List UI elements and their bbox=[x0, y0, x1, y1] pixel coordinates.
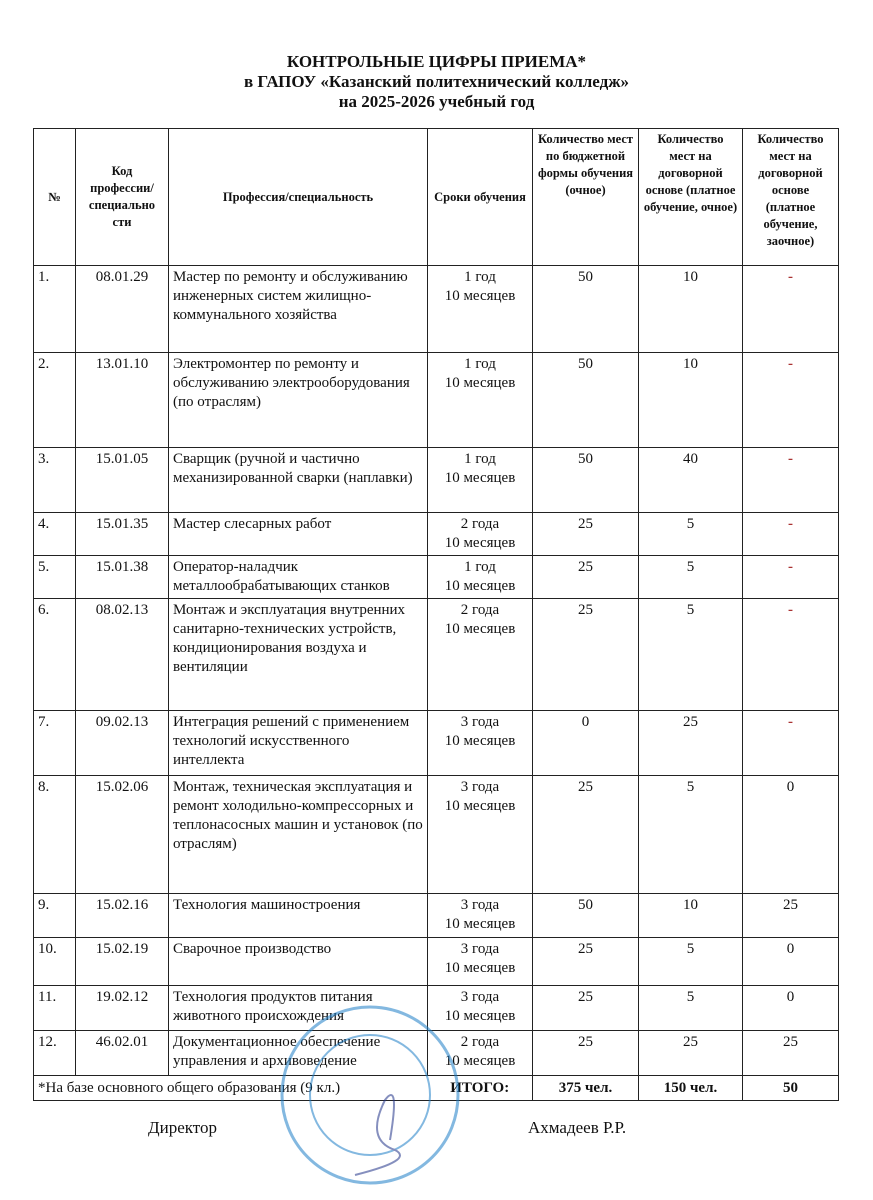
header-cell: Профессия/специальность bbox=[169, 129, 428, 266]
specialty-name: Технология продуктов питания животного происхождения bbox=[169, 986, 428, 1031]
specialty-name: Мастер слесарных работ bbox=[169, 513, 428, 556]
budget-places: 50 bbox=[533, 266, 639, 353]
specialty-code: 15.01.35 bbox=[76, 513, 169, 556]
study-term bbox=[428, 266, 533, 353]
paid-full-time-places: 5 bbox=[639, 776, 743, 894]
budget-places: 25 bbox=[533, 776, 639, 894]
budget-places: 25 bbox=[533, 986, 639, 1031]
study-term bbox=[428, 556, 533, 599]
signatory-position: Директор bbox=[148, 1118, 217, 1137]
row-number: 10. bbox=[34, 938, 76, 986]
specialty-name: Монтаж, техническая эксплуатация и ремонт холодильно-компрессорных и теплонасосных машин и установок (по отраслям) bbox=[169, 776, 428, 894]
specialty-name: Мастер по ремонту и обслуживанию инженерных систем жилищно-коммунального хозяйства bbox=[169, 266, 428, 353]
total-budget: 375 чел. bbox=[533, 1076, 639, 1101]
table-row bbox=[34, 513, 839, 556]
budget-places: 25 bbox=[533, 556, 639, 599]
study-term bbox=[428, 776, 533, 894]
paid-full-time-places: 5 bbox=[639, 556, 743, 599]
row-number: 1. bbox=[34, 266, 76, 353]
signature-scribble bbox=[355, 1095, 400, 1175]
table-row bbox=[34, 448, 839, 513]
specialty-code: 15.02.19 bbox=[76, 938, 169, 986]
row-number: 5. bbox=[34, 556, 76, 599]
specialty-name: Оператор-наладчик металлообрабатывающих станков bbox=[169, 556, 428, 599]
specialty-code: 46.02.01 bbox=[76, 1031, 169, 1076]
table-header-row bbox=[34, 129, 839, 266]
study-term bbox=[428, 448, 533, 513]
row-number: 6. bbox=[34, 599, 76, 711]
header-cell: Количество мест на договорной основе (платное обучение, очное) bbox=[639, 129, 743, 266]
specialty-name: Электромонтер по ремонту и обслуживанию электрооборудования (по отраслям) bbox=[169, 353, 428, 448]
study-term bbox=[428, 513, 533, 556]
table-row bbox=[34, 894, 839, 938]
study-term bbox=[428, 938, 533, 986]
paid-full-time-places: 10 bbox=[639, 894, 743, 938]
budget-places: 25 bbox=[533, 599, 639, 711]
study-term-years: 3 года bbox=[460, 989, 500, 1005]
table-row bbox=[34, 266, 839, 353]
specialty-code: 15.02.16 bbox=[76, 894, 169, 938]
row-number: 11. bbox=[34, 986, 76, 1031]
header-cell: Код профессии/ специально сти bbox=[76, 129, 169, 266]
document-year: на 2025-2026 учебный год bbox=[338, 92, 535, 111]
paid-part-time-places: 0 bbox=[743, 986, 839, 1031]
table-row bbox=[34, 556, 839, 599]
admission-table bbox=[33, 128, 839, 1101]
paid-full-time-places: 10 bbox=[639, 266, 743, 353]
table-row bbox=[34, 711, 839, 776]
study-term-years: 1 год bbox=[464, 269, 496, 285]
study-term-months: 10 месяцев bbox=[444, 1053, 516, 1069]
specialty-code: 09.02.13 bbox=[76, 711, 169, 776]
paid-part-time-places: - bbox=[743, 266, 839, 353]
paid-part-time-places: 0 bbox=[743, 938, 839, 986]
budget-places: 25 bbox=[533, 938, 639, 986]
paid-part-time-places: - bbox=[743, 556, 839, 599]
specialty-code: 13.01.10 bbox=[76, 353, 169, 448]
paid-full-time-places: 40 bbox=[639, 448, 743, 513]
specialty-code: 15.01.05 bbox=[76, 448, 169, 513]
budget-places: 25 bbox=[533, 1031, 639, 1076]
document-title: КОНТРОЛЬНЫЕ ЦИФРЫ ПРИЕМА* bbox=[286, 52, 587, 71]
paid-part-time-places: - bbox=[743, 711, 839, 776]
table-row bbox=[34, 938, 839, 986]
study-term-years: 1 год bbox=[464, 451, 496, 467]
study-term-years: 2 года bbox=[460, 1034, 500, 1050]
study-term-months: 10 месяцев bbox=[444, 578, 516, 594]
table-row bbox=[34, 776, 839, 894]
study-term-months: 10 месяцев bbox=[444, 288, 516, 304]
paid-part-time-places: - bbox=[743, 448, 839, 513]
row-number: 4. bbox=[34, 513, 76, 556]
study-term bbox=[428, 599, 533, 711]
specialty-name: Технология машиностроения bbox=[169, 894, 428, 938]
study-term-years: 1 год bbox=[464, 559, 496, 575]
specialty-code: 08.01.29 bbox=[76, 266, 169, 353]
paid-full-time-places: 5 bbox=[639, 986, 743, 1031]
budget-places: 50 bbox=[533, 353, 639, 448]
specialty-code: 15.01.38 bbox=[76, 556, 169, 599]
table-row bbox=[34, 353, 839, 448]
specialty-name: Интеграция решений с применением технологий искусственного интеллекта bbox=[169, 711, 428, 776]
study-term-years: 2 года bbox=[460, 602, 500, 618]
budget-places: 25 bbox=[533, 513, 639, 556]
specialty-code: 15.02.06 bbox=[76, 776, 169, 894]
paid-part-time-places: 0 bbox=[743, 776, 839, 894]
total-paid-part: 50 bbox=[743, 1076, 839, 1101]
row-number: 12. bbox=[34, 1031, 76, 1076]
study-term-months: 10 месяцев bbox=[444, 916, 516, 932]
study-term-months: 10 месяцев bbox=[444, 470, 516, 486]
row-number: 8. bbox=[34, 776, 76, 894]
row-number: 2. bbox=[34, 353, 76, 448]
footnote: *На базе основного общего образования (9 кл.) bbox=[34, 1076, 428, 1101]
study-term-years: 2 года bbox=[460, 516, 500, 532]
study-term bbox=[428, 894, 533, 938]
study-term-months: 10 месяцев bbox=[444, 798, 516, 814]
paid-part-time-places: 25 bbox=[743, 1031, 839, 1076]
study-term-years: 1 год bbox=[464, 356, 496, 372]
paid-full-time-places: 5 bbox=[639, 513, 743, 556]
total-label: ИТОГО: bbox=[428, 1076, 533, 1101]
paid-full-time-places: 25 bbox=[639, 1031, 743, 1076]
specialty-code: 08.02.13 bbox=[76, 599, 169, 711]
study-term-months: 10 месяцев bbox=[444, 375, 516, 391]
paid-full-time-places: 5 bbox=[639, 599, 743, 711]
header-cell: Сроки обучения bbox=[428, 129, 533, 266]
study-term-years: 3 года bbox=[460, 714, 500, 730]
budget-places: 0 bbox=[533, 711, 639, 776]
study-term-years: 3 года bbox=[460, 897, 500, 913]
study-term-months: 10 месяцев bbox=[444, 1008, 516, 1024]
paid-part-time-places: - bbox=[743, 599, 839, 711]
row-number: 3. bbox=[34, 448, 76, 513]
specialty-name: Сварочное производство bbox=[169, 938, 428, 986]
specialty-code: 19.02.12 bbox=[76, 986, 169, 1031]
specialty-name: Монтаж и эксплуатация внутренних санитарно-технических устройств, кондиционирования воздуха и вентиляции bbox=[169, 599, 428, 711]
paid-full-time-places: 10 bbox=[639, 353, 743, 448]
paid-part-time-places: - bbox=[743, 513, 839, 556]
row-number: 9. bbox=[34, 894, 76, 938]
study-term-years: 3 года bbox=[460, 941, 500, 957]
paid-part-time-places: 25 bbox=[743, 894, 839, 938]
study-term bbox=[428, 711, 533, 776]
header-cell: Количество мест по бюджетной формы обучения (очное) bbox=[533, 129, 639, 266]
document-subtitle: в ГАПОУ «Казанский политехнический колледж» bbox=[243, 72, 630, 91]
study-term bbox=[428, 353, 533, 448]
official-stamp bbox=[270, 1000, 470, 1190]
table-row bbox=[34, 599, 839, 711]
budget-places: 50 bbox=[533, 448, 639, 513]
header-cell: Количество мест на договорной основе (платное обучение, заочное) bbox=[743, 129, 839, 266]
study-term-months: 10 месяцев bbox=[444, 621, 516, 637]
specialty-name: Документационное обеспечение управления и архивоведение bbox=[169, 1031, 428, 1076]
study-term-years: 3 года bbox=[460, 779, 500, 795]
study-term-months: 10 месяцев bbox=[444, 733, 516, 749]
budget-places: 50 bbox=[533, 894, 639, 938]
study-term-months: 10 месяцев bbox=[444, 960, 516, 976]
study-term-months: 10 месяцев bbox=[444, 535, 516, 551]
row-number: 7. bbox=[34, 711, 76, 776]
header-cell: № bbox=[34, 129, 76, 266]
paid-part-time-places: - bbox=[743, 353, 839, 448]
paid-full-time-places: 25 bbox=[639, 711, 743, 776]
total-paid-full: 150 чел. bbox=[639, 1076, 743, 1101]
paid-full-time-places: 5 bbox=[639, 938, 743, 986]
signatory-name: Ахмадеев Р.Р. bbox=[528, 1118, 627, 1137]
specialty-name: Сварщик (ручной и частично механизированной сварки (наплавки) bbox=[169, 448, 428, 513]
